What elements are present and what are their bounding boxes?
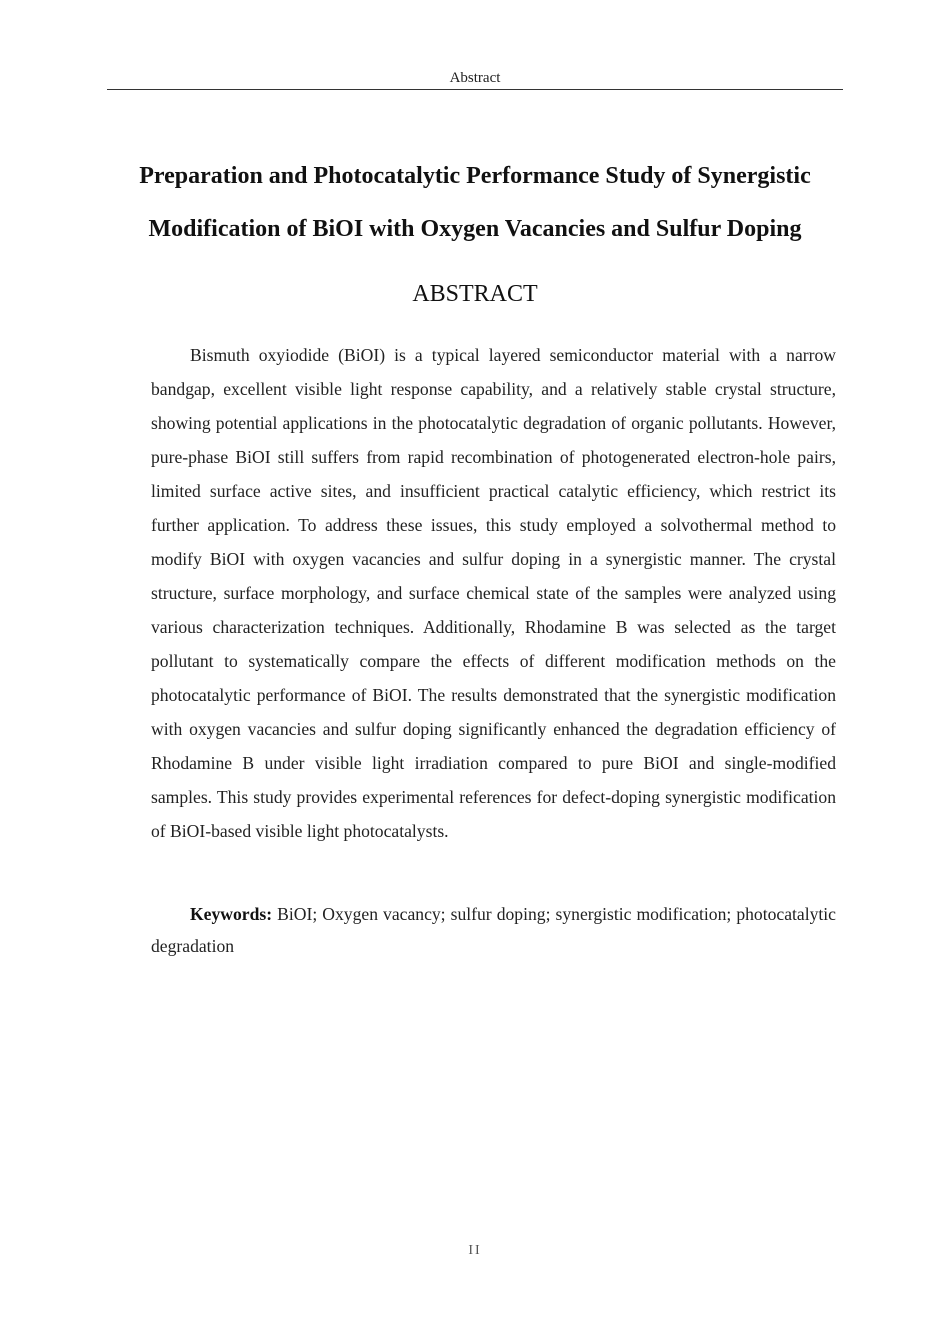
- page-number: II: [468, 1243, 482, 1258]
- running-header: Abstract: [449, 70, 501, 86]
- paper-title: [100, 150, 850, 256]
- keywords-paragraph: [151, 898, 836, 962]
- abstract-heading: ABSTRACT: [412, 281, 538, 307]
- keywords-label: Keywords:: [190, 904, 273, 924]
- header-rule: [107, 89, 843, 90]
- paper-title-line-2: Modification of BiOI with Oxygen Vacancies and Sulfur Doping: [148, 216, 802, 242]
- keywords-text: BiOI; Oxygen vacancy; sulfur doping; synergistic modification; photocatalytic degradation: [151, 904, 836, 956]
- abstract-body: Bismuth oxyiodide (BiOI) is a typical layered semiconductor material with a narrow bandgap, excellent visible light response capability, and a relatively stable crystal structure, showing potential applications in the photocatalytic degradation of organic pollutants. However, pure-phase BiOI still suffers from rapid recombination of photogenerated electron-hole pairs, limited surface active sites, and insufficient practical catalytic efficiency, which restrict its further application. To address these issues, this study employed a solvothermal method to modify BiOI with oxygen vacancies and sulfur doping in a synergistic manner. The crystal structure, surface morphology, and surface chemical state of the samples were analyzed using various characterization techniques. Additionally, Rhodamine B was selected as the target pollutant to systematically compare the effects of different modification methods on the photocatalytic performance of BiOI. The results demonstrated that the synergistic modification with oxygen vacancies and sulfur doping significantly enhanced the degradation efficiency of Rhodamine B under visible light irradiation compared to pure BiOI and single-modified samples. This study provides experimental references for defect-doping synergistic modification of BiOI-based visible light photocatalysts.: [151, 345, 836, 841]
- paper-title-line-1: Preparation and Photocatalytic Performance Study of Synergistic: [139, 163, 811, 189]
